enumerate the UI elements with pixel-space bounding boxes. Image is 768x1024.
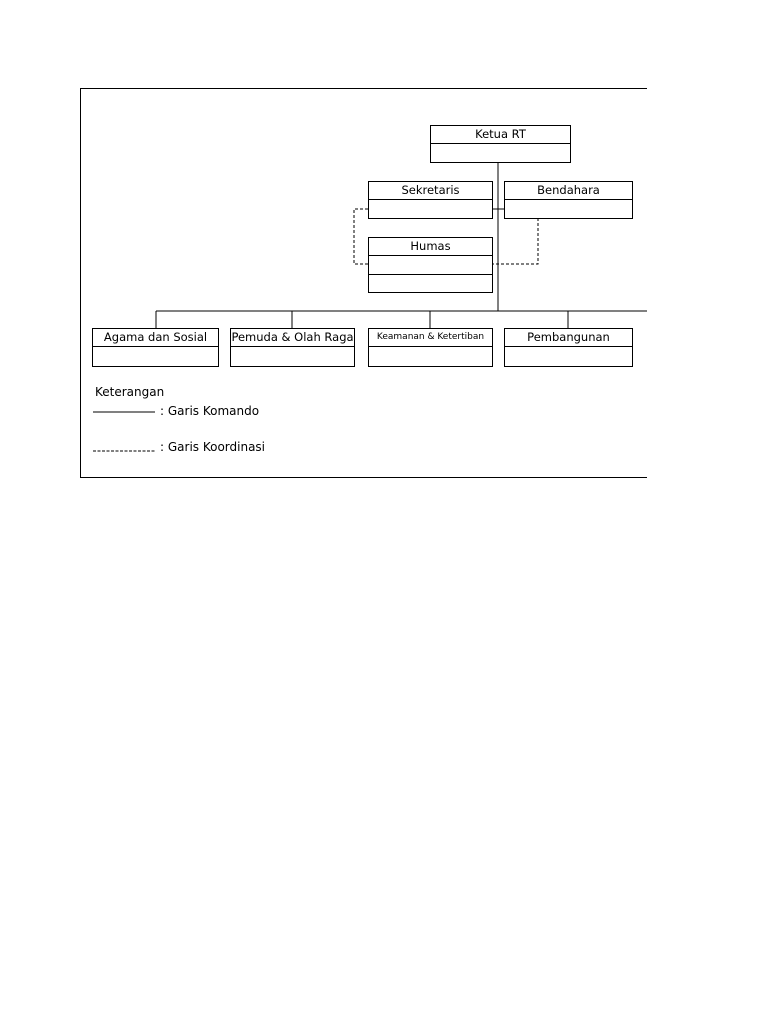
box-bendahara-row [505, 200, 632, 218]
box-humas-title: Humas [369, 238, 492, 256]
box-bendahara-title: Bendahara [505, 182, 632, 200]
box-pemuda-row [231, 347, 354, 365]
box-ketua-rt-row [431, 144, 570, 162]
coordination-line-secretary-humas [354, 209, 368, 264]
box-sekretaris [368, 181, 493, 219]
legend-koordinasi-label: : Garis Koordinasi [160, 440, 266, 454]
box-keamanan-title: Keamanan & Ketertiban [369, 329, 492, 347]
box-ketua-rt [430, 125, 571, 163]
box-keamanan-ketertiban [368, 328, 493, 367]
box-bendahara [504, 181, 633, 219]
box-ketua-rt-title: Ketua RT [431, 126, 570, 144]
box-agama-dan-sosial [92, 328, 219, 367]
legend-heading: Keterangan [95, 385, 165, 399]
box-humas-row [369, 274, 492, 292]
coordination-line-treasurer-humas [492, 218, 538, 264]
box-agama-title: Agama dan Sosial [93, 329, 218, 347]
box-pembangunan-title: Pembangunan [505, 329, 632, 347]
box-pemuda-title: Pemuda & Olah Raga [231, 329, 354, 347]
box-humas-row [369, 256, 492, 274]
box-pembangunan [504, 328, 633, 367]
box-humas [368, 237, 493, 293]
legend-komando-label: : Garis Komando [160, 404, 260, 418]
box-agama-row [93, 347, 218, 365]
box-keamanan-row [369, 347, 492, 365]
box-pembangunan-row [505, 347, 632, 365]
box-sekretaris-title: Sekretaris [369, 182, 492, 200]
box-pemuda-olah-raga [230, 328, 355, 367]
box-sekretaris-row [369, 200, 492, 218]
